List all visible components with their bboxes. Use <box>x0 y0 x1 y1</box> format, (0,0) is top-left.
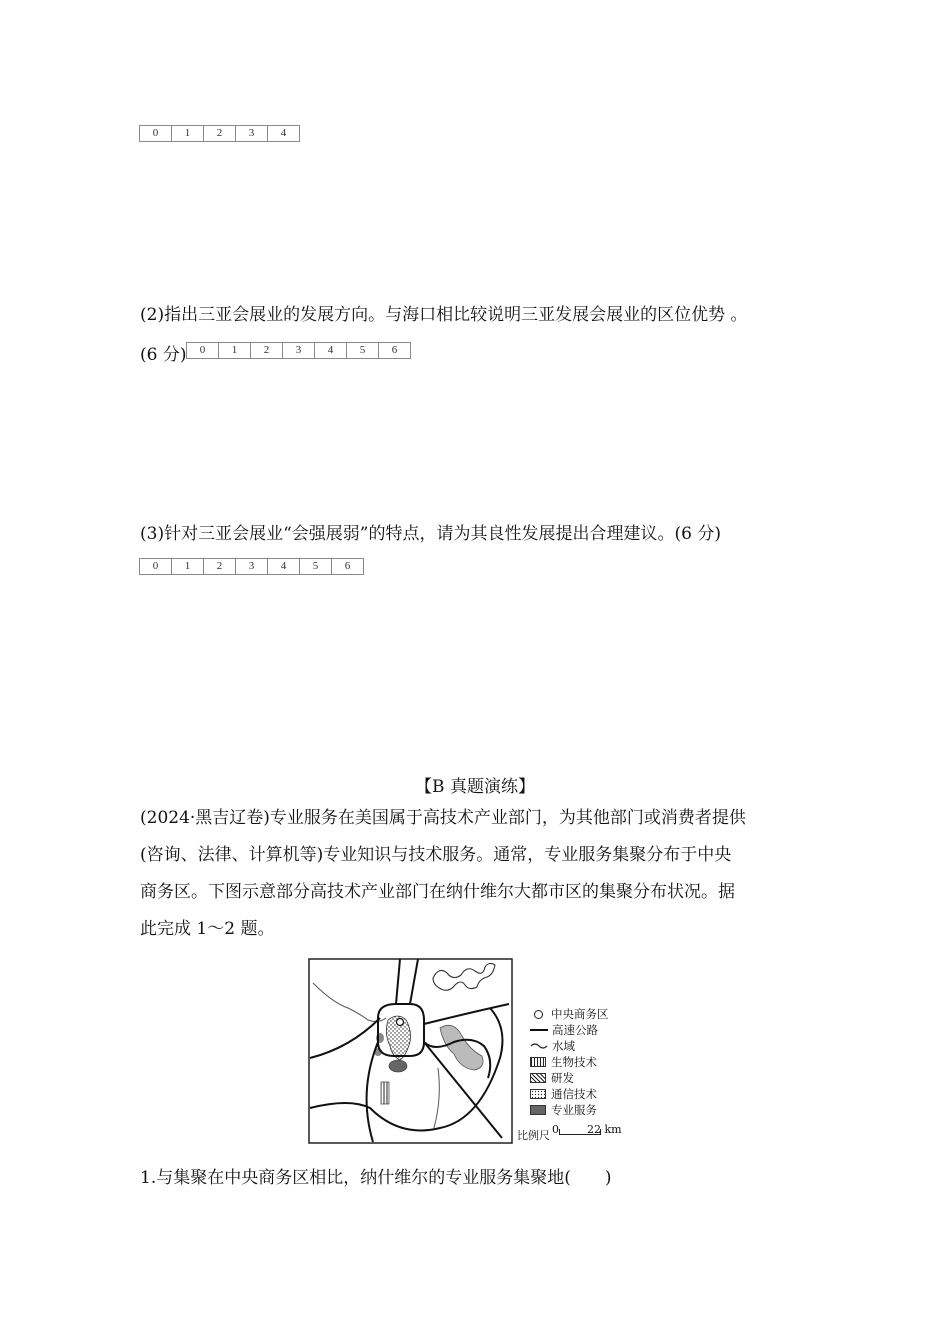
score-cell[interactable]: 2 <box>251 343 283 358</box>
map-frame <box>309 959 512 1143</box>
legend-label: 中央商务区 <box>551 1007 609 1021</box>
legend-item-highway <box>530 1022 609 1038</box>
question-3-text: (3)针对三亚会展业“会强展弱”的特点，请为其良性发展提出合理建议。(6 分) <box>140 524 721 544</box>
intro-line: 此完成 1～2 题。 <box>140 919 275 939</box>
legend-item-telecom <box>530 1086 609 1102</box>
legend-label: 通信技术 <box>551 1087 597 1101</box>
legend-label: 高速公路 <box>552 1023 598 1037</box>
score-cell[interactable]: 1 <box>219 343 251 358</box>
water-icon <box>530 1041 548 1051</box>
score-cell[interactable]: 0 <box>140 559 172 574</box>
score-cell[interactable]: 3 <box>236 126 268 141</box>
intro-line: 商务区。下图示意部分高技术产业部门在纳什维尔大都市区的集聚分布状况。据 <box>140 882 735 902</box>
intro-line: (2024·黑吉辽卷)专业服务在美国属于高技术产业部门，为其他部门或消费者提供 <box>140 808 746 828</box>
intro-line: (咨询、法律、计算机等)专业知识与技术服务。通常，专业服务集聚分布于中央 <box>140 845 732 865</box>
map-svg <box>308 958 513 1144</box>
biotech-zone <box>381 1082 389 1104</box>
scale-bar <box>517 1123 622 1143</box>
question-1-text: 1.与集聚在中央商务区相比，纳什维尔的专业服务集聚地( ) <box>140 1168 612 1188</box>
legend-item-pro <box>530 1102 609 1118</box>
map-legend <box>530 1006 609 1118</box>
score-cell[interactable]: 4 <box>280 127 287 139</box>
score-cell[interactable]: 0 <box>187 343 219 358</box>
pro-swatch-icon <box>530 1105 546 1115</box>
section-title: 【B 真题演练】 <box>415 777 535 797</box>
legend-label: 专业服务 <box>551 1103 597 1117</box>
score-cell[interactable]: 6 <box>391 344 398 356</box>
score-cell[interactable]: 1 <box>172 559 204 574</box>
score-bar-q2[interactable] <box>186 342 411 359</box>
map-figure <box>308 958 648 1146</box>
legend-item-biotech <box>530 1054 609 1070</box>
scale-label: 比例尺 <box>517 1129 550 1142</box>
scale-zero: 0 <box>552 1123 559 1136</box>
scale-value: 22 km <box>587 1123 622 1136</box>
question-2-line1: (2)指出三亚会展业的发展方向。与海口相比较说明三亚发展会展业的区位优势 。 <box>140 305 748 325</box>
score-cell[interactable]: 5 <box>347 343 379 358</box>
score-bar-q3[interactable] <box>139 558 364 575</box>
intro-paragraph <box>140 800 820 948</box>
legend-item-cbd <box>530 1006 609 1022</box>
score-cell[interactable]: 0 <box>140 126 172 141</box>
telecom-swatch-icon <box>530 1089 546 1099</box>
legend-label: 水域 <box>552 1039 575 1053</box>
score-cell[interactable]: 2 <box>204 126 236 141</box>
score-cell[interactable]: 6 <box>344 560 351 572</box>
legend-label: 研发 <box>551 1071 574 1085</box>
score-bar-q1[interactable] <box>139 125 300 142</box>
score-cell[interactable]: 3 <box>283 343 315 358</box>
legend-label: 生物技术 <box>551 1055 597 1069</box>
highway-icon <box>530 1029 548 1031</box>
legend-item-rnd <box>530 1070 609 1086</box>
question-2-points: (6 分) <box>140 345 187 365</box>
cbd-icon <box>534 1010 543 1019</box>
score-cell[interactable]: 3 <box>236 559 268 574</box>
score-cell[interactable]: 4 <box>268 559 300 574</box>
score-cell[interactable]: 5 <box>300 559 332 574</box>
pro-service-zone <box>389 1060 407 1072</box>
biotech-swatch-icon <box>530 1057 546 1067</box>
cbd-marker <box>397 1019 404 1026</box>
score-cell[interactable]: 1 <box>172 126 204 141</box>
score-cell[interactable]: 2 <box>204 559 236 574</box>
score-cell[interactable]: 4 <box>315 343 347 358</box>
rnd-swatch-icon <box>530 1073 546 1083</box>
legend-item-water <box>530 1038 609 1054</box>
